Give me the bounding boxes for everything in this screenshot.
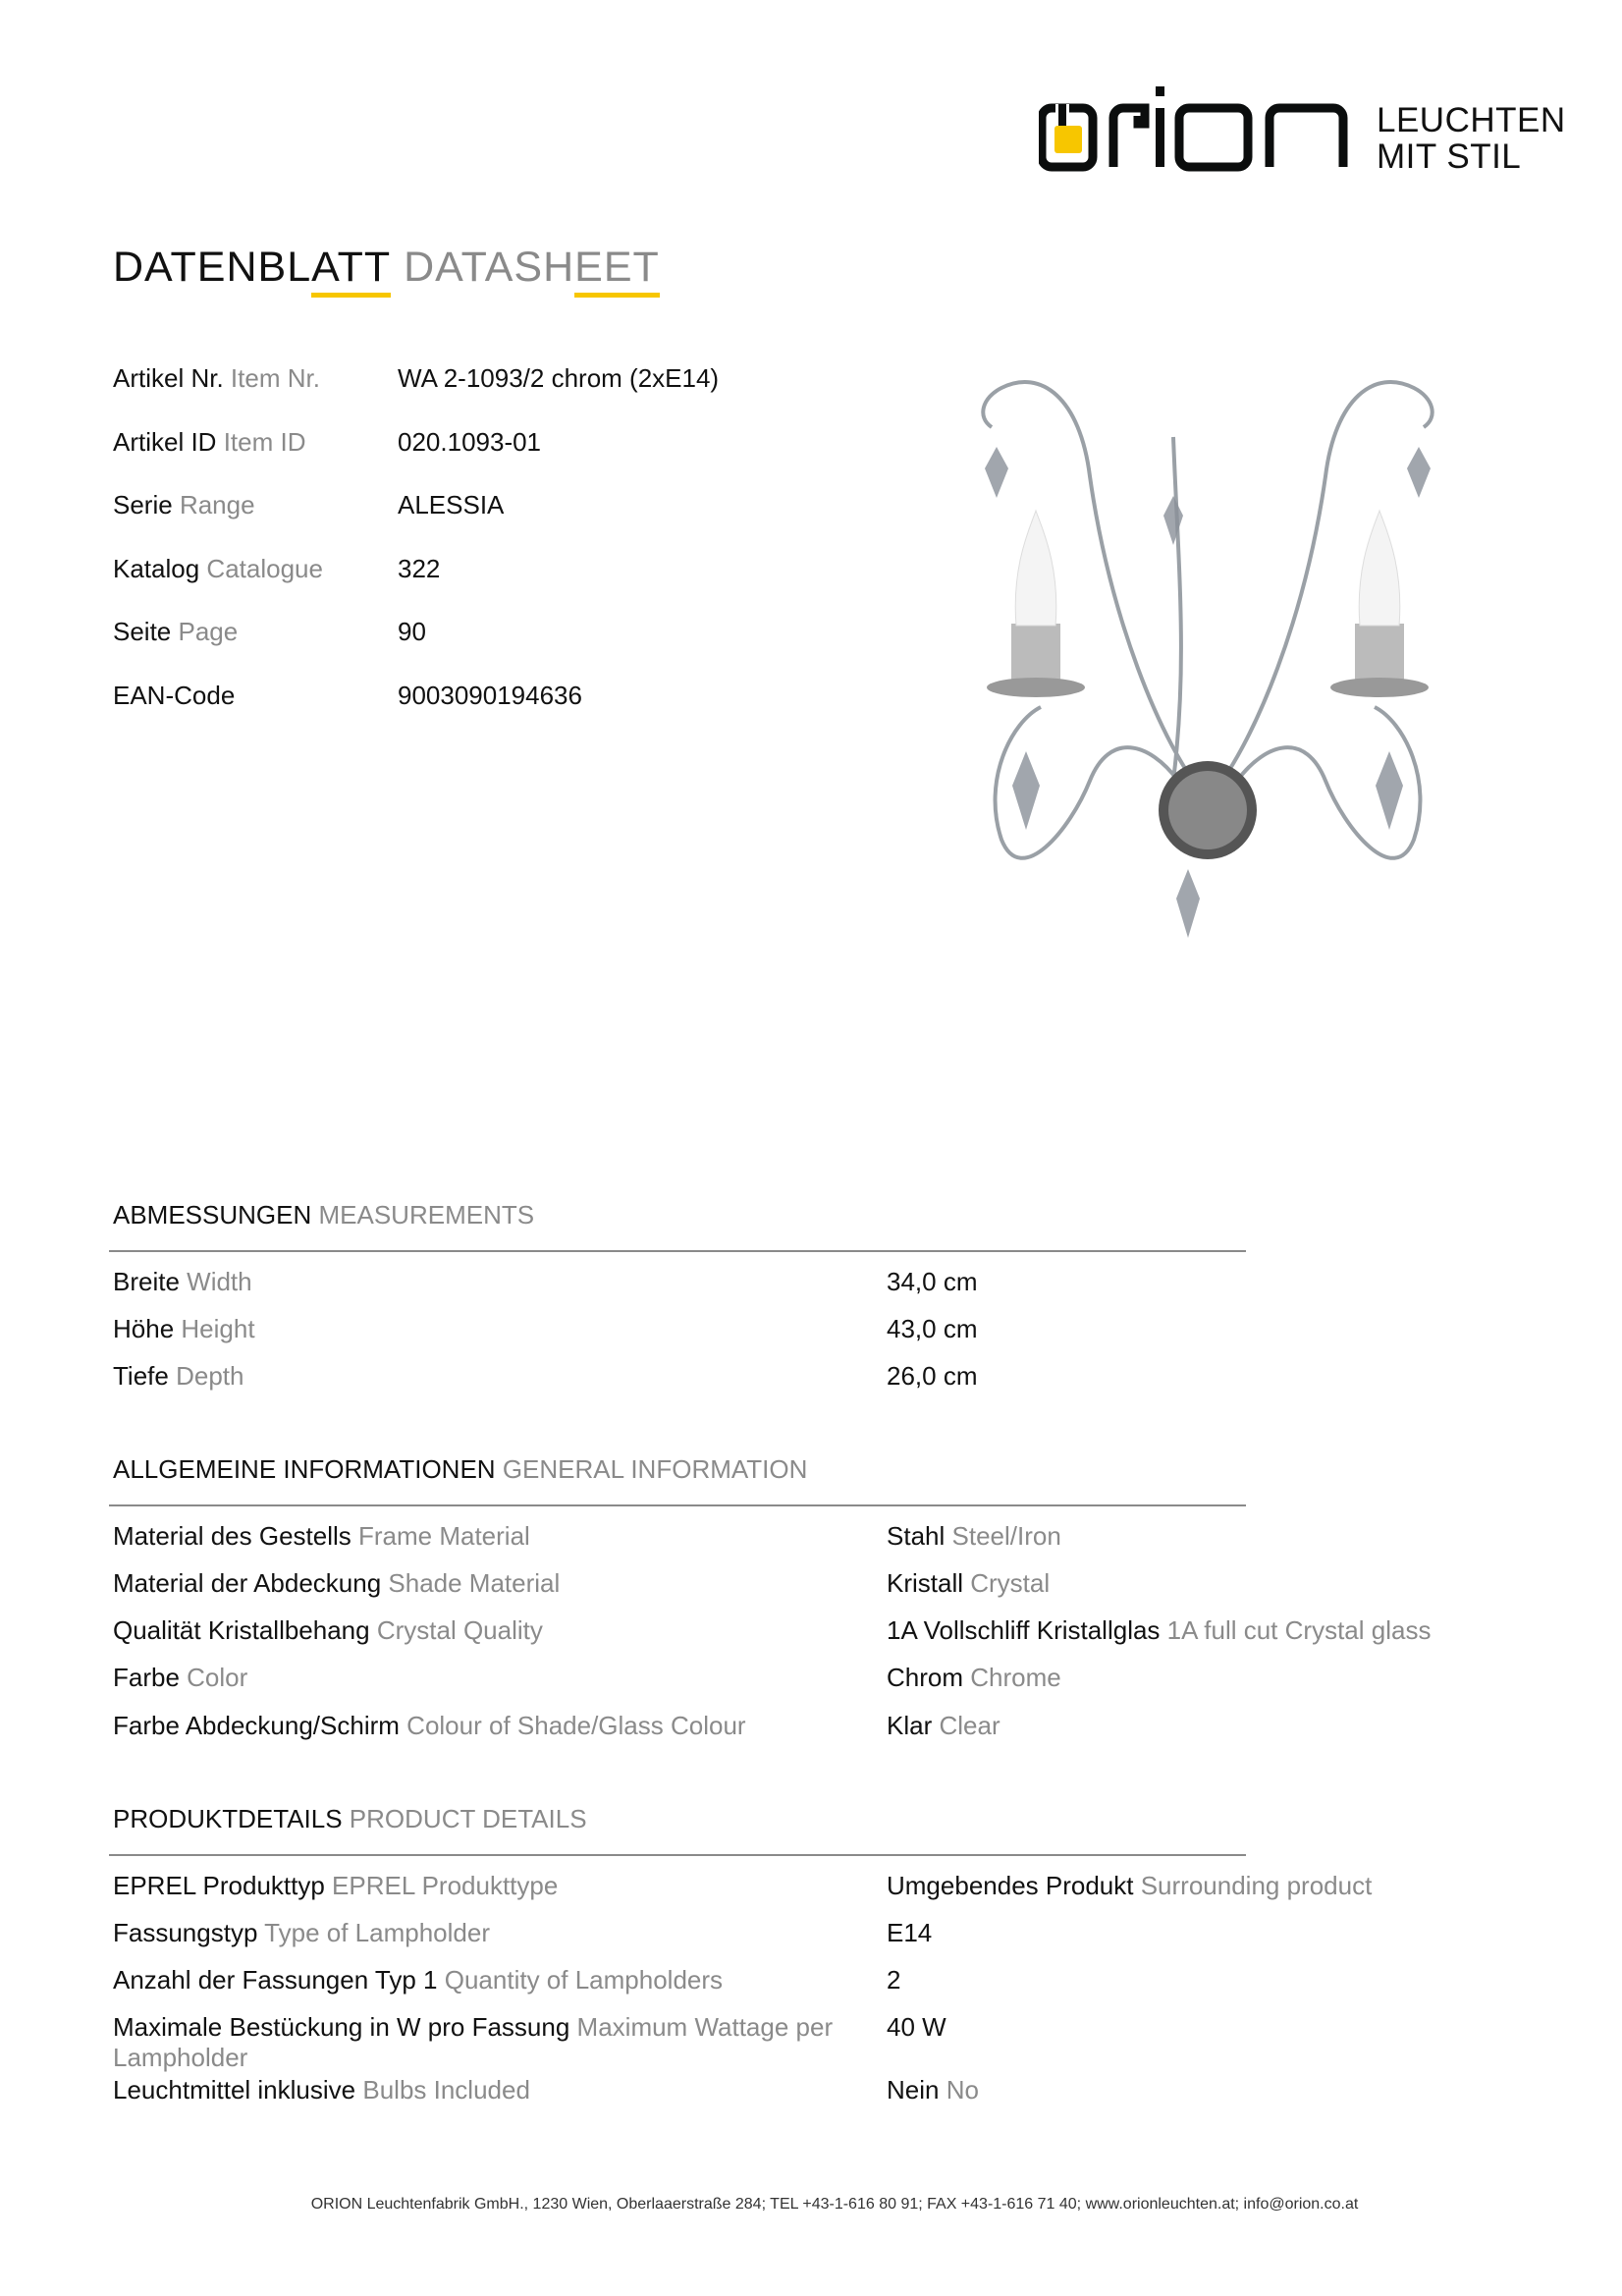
- label-en: Steel/Iron: [951, 1521, 1061, 1551]
- section-divider: [109, 1250, 1246, 1252]
- spec-value: [887, 1568, 1050, 1599]
- label-de: Klar: [887, 1711, 933, 1740]
- label-en: Maximum Wattage per Lampholder: [113, 2012, 834, 2072]
- label-de: Umgebendes Produkt: [887, 1871, 1134, 1900]
- label-en: Color: [187, 1663, 248, 1692]
- label-de: Maximale Bestückung in W pro Fassung: [113, 2012, 570, 2042]
- spec-label: [113, 1314, 255, 1344]
- section-header-measurements: [113, 1200, 534, 1230]
- label-de: Artikel Nr.: [113, 363, 224, 393]
- label-en: Page: [178, 617, 239, 646]
- title-en-highlight: EET: [574, 244, 660, 291]
- label-en: Crystal Quality: [376, 1615, 543, 1645]
- spec-label: [113, 1521, 530, 1552]
- spec-label: [113, 1568, 560, 1599]
- label-en: Height: [181, 1314, 255, 1343]
- label-en: Crystal: [970, 1568, 1051, 1598]
- label-de: ABMESSUNGEN: [113, 1200, 312, 1230]
- spec-label: [113, 1871, 558, 1901]
- label-en: Bulbs Included: [362, 2075, 530, 2105]
- item-label: [113, 617, 238, 647]
- item-label: [113, 554, 323, 584]
- label-de: EAN-Code: [113, 680, 236, 710]
- label-de: 34,0 cm: [887, 1267, 978, 1296]
- spec-label: [113, 2012, 859, 2073]
- item-value: 90: [398, 617, 426, 646]
- label-de: Nein: [887, 2075, 940, 2105]
- label-en: Range: [179, 490, 255, 519]
- item-value: ALESSIA: [398, 490, 505, 519]
- item-value: 9003090194636: [398, 680, 582, 710]
- label-de: Material des Gestells: [113, 1521, 351, 1551]
- label-en: MEASUREMENTS: [318, 1200, 535, 1230]
- title-en: DATASH: [404, 244, 575, 291]
- spec-label: [113, 1918, 490, 1948]
- footer-contact: ORION Leuchtenfabrik GmbH., 1230 Wien, Oberlaaerstraße 284; TEL +43-1-616 80 91; FAX +43-1-616 71 40; www.orionleuchten.at; info@orion.co.at: [310, 2196, 1359, 2213]
- spec-value: [887, 1267, 978, 1297]
- label-en: Catalogue: [206, 553, 323, 583]
- label-de: Anzahl der Fassungen Typ 1: [113, 1965, 438, 1995]
- section-header-general: [113, 1454, 807, 1485]
- spec-value: [887, 2012, 946, 2043]
- label-de: Breite: [113, 1267, 180, 1296]
- label-de: Fassungstyp: [113, 1918, 258, 1947]
- label-de: Leuchtmittel inklusive: [113, 2075, 356, 2105]
- spec-label: [113, 1663, 247, 1693]
- title-de-highlight: ATT: [311, 244, 392, 291]
- item-label: [113, 490, 255, 520]
- label-de: E14: [887, 1918, 933, 1947]
- label-de: Chrom: [887, 1663, 964, 1692]
- item-value: 020.1093-01: [398, 426, 542, 457]
- tagline-line-2: MIT STIL: [1377, 137, 1522, 176]
- label-en: Item Nr.: [230, 363, 320, 393]
- section-divider: [109, 1504, 1246, 1506]
- spec-value: [887, 1615, 1431, 1646]
- label-en: Chrome: [970, 1663, 1061, 1692]
- label-en: No: [946, 2075, 979, 2105]
- item-label: [113, 427, 306, 458]
- label-de: Tiefe: [113, 1361, 169, 1391]
- label-de: 1A Vollschliff Kristallglas: [887, 1615, 1161, 1645]
- spec-value: [887, 1965, 900, 1995]
- label-de: 43,0 cm: [887, 1314, 978, 1343]
- product-image-wall-lamp: [933, 368, 1483, 957]
- label-en: Depth: [176, 1361, 244, 1391]
- title-de: DATENBL: [113, 244, 312, 291]
- spec-value: [887, 1871, 1372, 1901]
- label-en: Surrounding product: [1140, 1871, 1373, 1900]
- spec-label: [113, 1267, 252, 1297]
- spec-label: [113, 1361, 243, 1392]
- label-de: 26,0 cm: [887, 1361, 978, 1391]
- label-de: Katalog: [113, 553, 200, 583]
- label-en: PRODUCT DETAILS: [349, 1804, 587, 1833]
- label-en: Width: [187, 1267, 252, 1296]
- label-de: Artikel ID: [113, 426, 217, 457]
- label-en: 1A full cut Crystal glass: [1166, 1615, 1432, 1645]
- spec-value: [887, 1314, 978, 1344]
- label-en: Quantity of Lampholders: [444, 1965, 724, 1995]
- section-header-product: [113, 1804, 587, 1834]
- label-en: Colour of Shade/Glass Colour: [406, 1711, 746, 1740]
- label-en: Frame Material: [358, 1521, 530, 1551]
- label-en: Clear: [939, 1711, 1000, 1740]
- spec-label: [113, 2075, 530, 2105]
- item-value: 322: [398, 553, 441, 583]
- label-de: PRODUKTDETAILS: [113, 1804, 343, 1833]
- label-de: Höhe: [113, 1314, 175, 1343]
- orion-logo: [1039, 86, 1355, 173]
- item-label: [113, 681, 235, 711]
- label-en: EPREL Produkttype: [332, 1871, 559, 1900]
- item-value: WA 2-1093/2 chrom (2xE14): [398, 363, 720, 393]
- spec-value: [887, 1361, 978, 1392]
- label-de: Stahl: [887, 1521, 946, 1551]
- label-en: Shade Material: [388, 1568, 561, 1598]
- brand-tagline: [1377, 102, 1566, 175]
- label-de: ALLGEMEINE INFORMATIONEN: [113, 1454, 496, 1484]
- spec-label: [113, 1711, 746, 1741]
- label-de: 2: [887, 1965, 901, 1995]
- spec-value: [887, 1711, 1000, 1741]
- spec-value: [887, 1663, 1061, 1693]
- tagline-line-1: LEUCHTEN: [1377, 101, 1566, 139]
- section-divider: [109, 1854, 1246, 1856]
- label-de: Seite: [113, 617, 172, 646]
- spec-value: [887, 1918, 932, 1948]
- label-de: Farbe: [113, 1663, 180, 1692]
- label-de: 40 W: [887, 2012, 946, 2042]
- label-de: Serie: [113, 490, 173, 519]
- label-en: GENERAL INFORMATION: [502, 1454, 808, 1484]
- label-de: Qualität Kristallbehang: [113, 1615, 370, 1645]
- spec-value: [887, 2075, 979, 2105]
- label-de: Material der Abdeckung: [113, 1568, 382, 1598]
- page-title: [113, 244, 660, 292]
- item-label: [113, 363, 320, 394]
- label-de: EPREL Produkttyp: [113, 1871, 325, 1900]
- label-de: Kristall: [887, 1568, 964, 1598]
- spec-value: [887, 1521, 1061, 1552]
- label-en: Item ID: [223, 426, 306, 457]
- label-de: Farbe Abdeckung/Schirm: [113, 1711, 400, 1740]
- spec-label: [113, 1965, 723, 1995]
- spec-label: [113, 1615, 543, 1646]
- label-en: Type of Lampholder: [264, 1918, 490, 1947]
